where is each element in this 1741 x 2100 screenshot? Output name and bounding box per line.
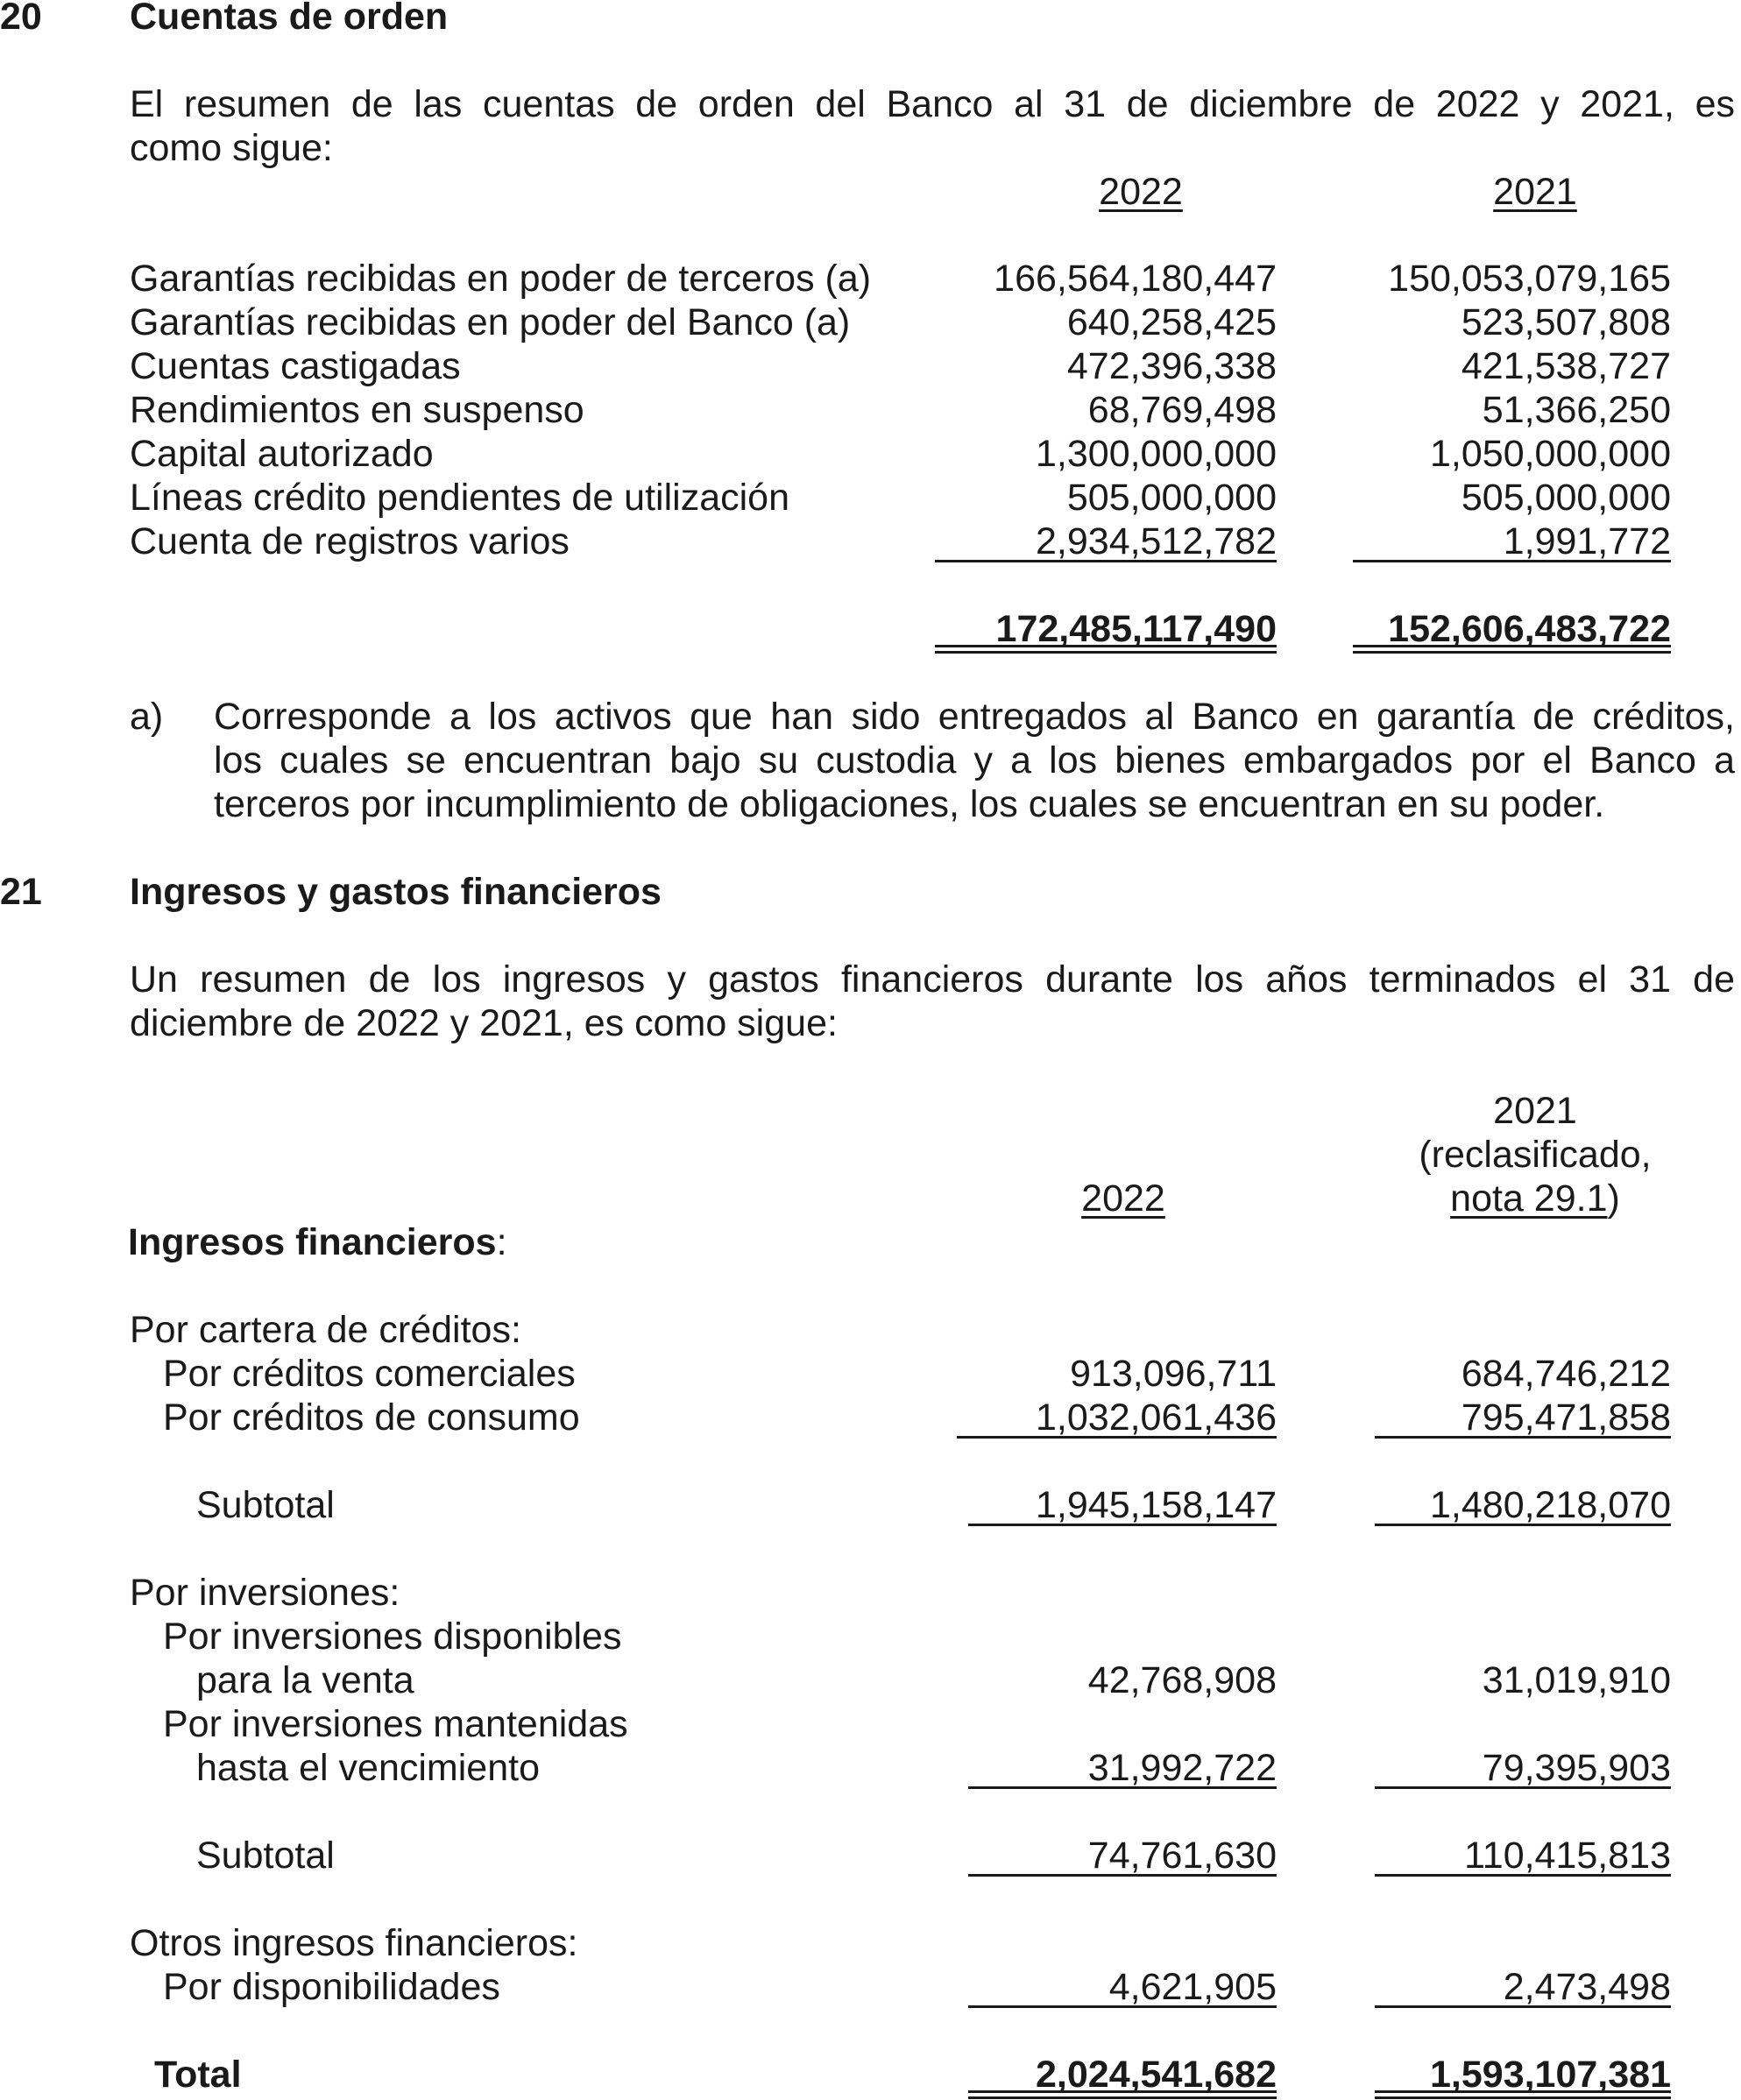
mantenidas-label-line1: Por inversiones mantenidas (163, 1703, 628, 1745)
subtotal-cartera-2022: 1,945,158,147 (1036, 1484, 1277, 1526)
comerciales-2021: 684,746,212 (1461, 1353, 1671, 1395)
underline-2021 (1375, 1436, 1671, 1439)
consumo-2022: 1,032,061,436 (1036, 1396, 1277, 1439)
disponibilidades-2022: 4,621,905 (1108, 1966, 1277, 2008)
inversiones-heading: Por inversiones: (130, 1572, 400, 1614)
total-ingresos-2021: 1,593,107,381 (1430, 2054, 1671, 2096)
row-value-2021: 51,366,250 (1482, 389, 1671, 431)
row-label: Garantías recibidas en poder de terceros (a) (130, 258, 872, 300)
col-header-2021-close-paren: ) (1607, 1177, 1620, 1220)
underline-2021 (1375, 1786, 1671, 1789)
underline-2021 (1375, 2005, 1671, 2008)
row-label: Cuentas castigadas (130, 345, 461, 387)
subtotal-inversiones-2022: 74,761,630 (1087, 1835, 1277, 1877)
otros-heading: Otros ingresos financieros: (130, 1922, 578, 1964)
mantenidas-2022: 31,992,722 (1087, 1747, 1277, 1789)
mantenidas-label-line2: hasta el vencimiento (196, 1747, 540, 1789)
section-21-title: Ingresos y gastos financieros (130, 871, 662, 913)
row-value-2021: 1,050,000,000 (1430, 433, 1671, 475)
total-2022: 172,485,117,490 (995, 608, 1277, 650)
section-20-title: Cuentas de orden (130, 0, 449, 38)
subtotal-cartera-label: Subtotal (196, 1484, 335, 1526)
row-label: Líneas crédito pendientes de utilización (130, 477, 790, 519)
section-21-intro-line1: Un resumen de los ingresos y gastos financieros durante los años terminados el 31 de (130, 958, 1735, 1001)
underline-2021 (1375, 1524, 1671, 1526)
disponibles-2022: 42,768,908 (1087, 1659, 1277, 1701)
section-20-number: 20 (0, 0, 42, 38)
section-21-number: 21 (0, 871, 42, 913)
col-header-2021-line2: (reclasificado, (1419, 1134, 1652, 1176)
row-value-2021: 523,507,808 (1461, 301, 1671, 343)
row-value-2022: 2,934,512,782 (1036, 520, 1277, 562)
note-a-line2: los cuales se encuentran bajo su custodia y a los bienes embargados por el Banco a (214, 739, 1735, 781)
row-label: Cuenta de registros varios (130, 520, 570, 562)
total-2021: 152,606,483,722 (1388, 608, 1671, 650)
note-a-marker: a) (130, 696, 164, 738)
row-value-2022: 505,000,000 (1066, 477, 1277, 519)
comerciales-2022: 913,096,711 (1070, 1353, 1277, 1395)
ingresos-heading (128, 1220, 507, 1264)
col-header-2021-line1: 2021 (1493, 1090, 1577, 1132)
row-value-2021: 421,538,727 (1461, 345, 1671, 387)
consumo-2021: 795,471,858 (1461, 1396, 1671, 1439)
section-20-intro-line2: como sigue: (130, 127, 333, 169)
col-header-2022-b: 2022 (1081, 1177, 1165, 1220)
double-underline-2022 (935, 645, 1277, 654)
row-value-2022: 472,396,338 (1066, 345, 1277, 387)
cartera-heading: Por cartera de créditos: (130, 1309, 521, 1351)
double-underline-2021 (1375, 2090, 1671, 2099)
disponibilidades-2021: 2,473,498 (1503, 1966, 1671, 2008)
subtotal-inversiones-2021: 110,415,813 (1464, 1835, 1671, 1877)
row-label: Garantías recibidas en poder del Banco (a) (130, 301, 851, 343)
row-value-2021: 150,053,079,165 (1388, 258, 1671, 300)
subtotal-inversiones-label: Subtotal (196, 1835, 335, 1877)
underline-2022 (968, 1874, 1277, 1877)
total-ingresos-2022: 2,024,541,682 (1036, 2054, 1277, 2096)
underline-2022 (968, 1524, 1277, 1526)
row-value-2021: 1,991,772 (1503, 520, 1671, 562)
ingresos-heading-colon: : (496, 1221, 507, 1263)
total-label: Total (154, 2054, 242, 2096)
row-label: Rendimientos en suspenso (130, 389, 584, 431)
note-a-line3: terceros por incumplimiento de obligaciones, los cuales se encuentran en su poder. (214, 783, 1605, 825)
disponibles-label-line2: para la venta (196, 1659, 414, 1701)
underline-2021 (1353, 560, 1671, 562)
section-20-intro-line1: El resumen de las cuentas de orden del Banco al 31 de diciembre de 2022 y 2021, es (130, 83, 1735, 125)
row-value-2021: 505,000,000 (1461, 477, 1671, 519)
section-21-intro-line2: diciembre de 2022 y 2021, es como sigue: (130, 1002, 838, 1044)
row-value-2022: 68,769,498 (1087, 389, 1277, 431)
row-label: Capital autorizado (130, 433, 434, 475)
underline-2022 (957, 1436, 1277, 1439)
row-value-2022: 640,258,425 (1066, 301, 1277, 343)
disponibilidades-label: Por disponibilidades (163, 1966, 500, 2008)
underline-2022 (968, 2005, 1277, 2008)
double-underline-2022 (968, 2090, 1277, 2099)
col-header-2021-note-ref: nota 29.1 (1450, 1177, 1608, 1220)
double-underline-2021 (1353, 645, 1671, 654)
disponibles-label-line1: Por inversiones disponibles (163, 1616, 622, 1658)
underline-2022 (935, 560, 1277, 562)
col-header-2021: 2021 (1493, 171, 1577, 213)
underline-2022 (968, 1786, 1277, 1789)
underline-2021 (1375, 1874, 1671, 1877)
disponibles-2021: 31,019,910 (1482, 1659, 1671, 1701)
subtotal-cartera-2021: 1,480,218,070 (1430, 1484, 1671, 1526)
mantenidas-2021: 79,395,903 (1482, 1747, 1671, 1789)
note-a-line1: Corresponde a los activos que han sido entregados al Banco en garantía de créditos, (214, 696, 1735, 738)
consumo-label: Por créditos de consumo (163, 1396, 580, 1439)
row-value-2022: 1,300,000,000 (1036, 433, 1277, 475)
ingresos-heading-text: Ingresos financieros (128, 1221, 497, 1263)
col-header-2021-line3 (1360, 1177, 1710, 1220)
comerciales-label: Por créditos comerciales (163, 1353, 576, 1395)
col-header-2022: 2022 (1099, 171, 1183, 213)
row-value-2022: 166,564,180,447 (994, 258, 1277, 300)
